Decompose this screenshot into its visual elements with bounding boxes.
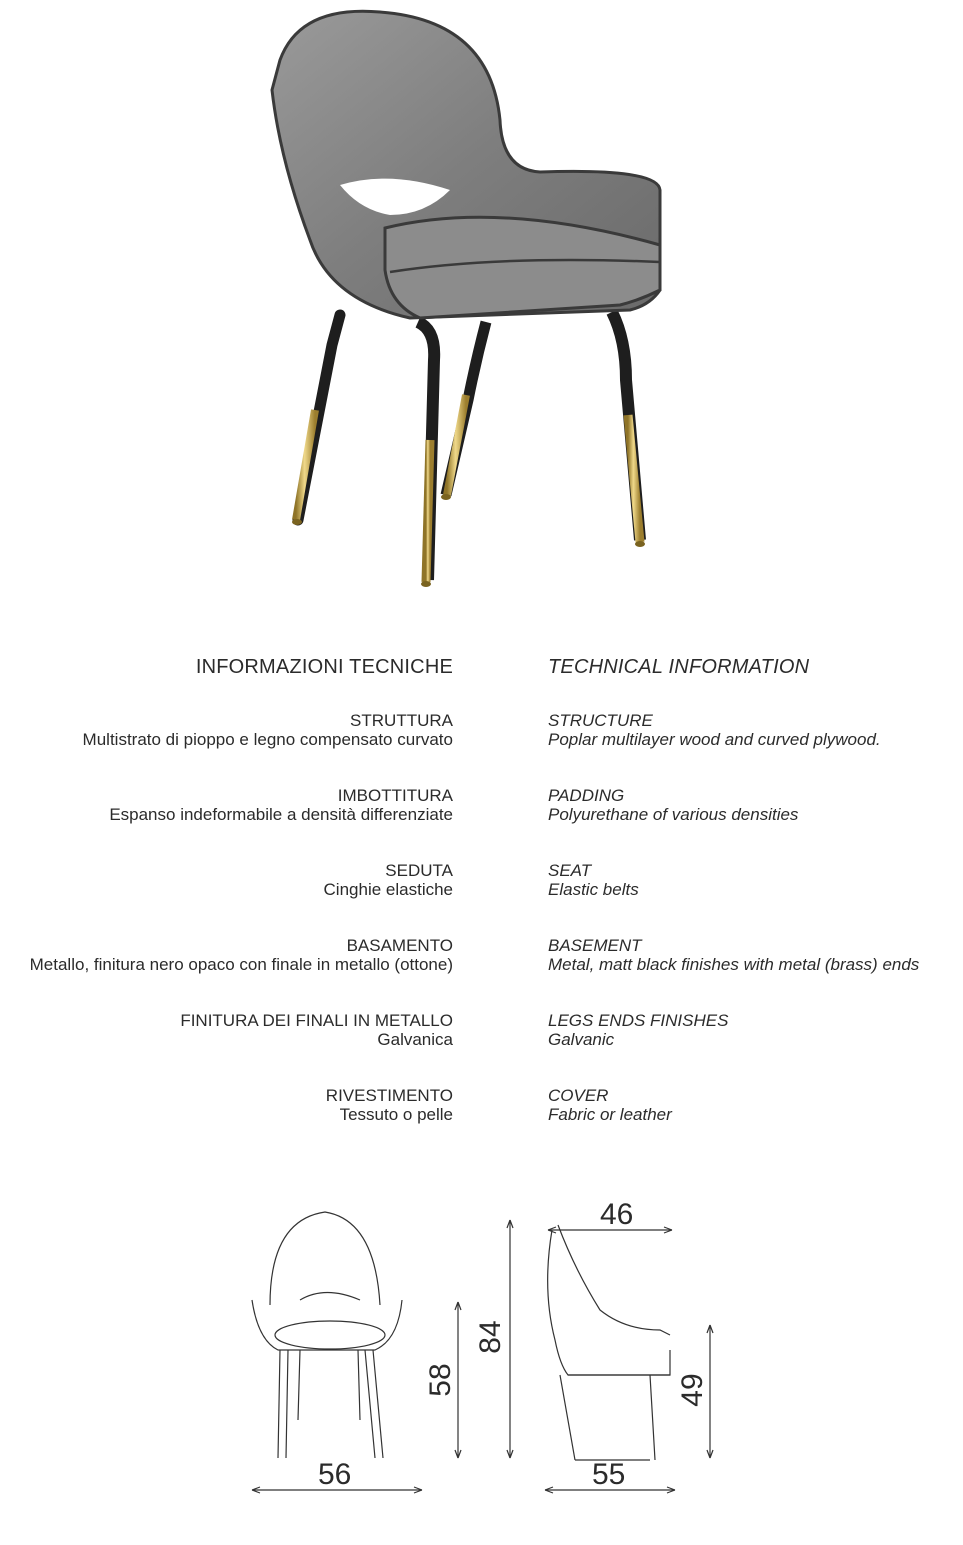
chair-photo xyxy=(240,0,720,620)
spec-it-structure: STRUTTURA Multistrato di pioppo e legno compensato curvato xyxy=(82,711,453,749)
spec-it-legs-ends: FINITURA DEI FINALI IN METALLO Galvanica xyxy=(180,1011,453,1049)
heading-italian: INFORMAZIONI TECNICHE xyxy=(195,656,453,678)
dim-front-seat-height: 58 xyxy=(424,1363,457,1397)
spec-en-padding: PADDING Polyurethane of various densities xyxy=(548,786,799,824)
dimension-lines xyxy=(252,1220,713,1493)
dim-side-base-depth: 55 xyxy=(592,1458,626,1491)
spec-en-legs-ends: LEGS ENDS FINISHES Galvanic xyxy=(548,1011,729,1049)
spec-en-structure: STRUCTURE Poplar multilayer wood and curved plywood. xyxy=(548,711,881,749)
spec-it-basement: BASAMENTO Metallo, finitura nero opaco con finale in metallo (ottone) xyxy=(29,936,453,974)
dimension-drawings xyxy=(230,1190,750,1510)
spec-it-cover: RIVESTIMENTO Tessuto o pelle xyxy=(325,1086,453,1124)
dim-side-seat-height: 49 xyxy=(676,1373,709,1407)
side-view-drawing xyxy=(548,1225,670,1460)
spec-en-cover: COVER Fabric or leather xyxy=(548,1086,672,1124)
heading-english: TECHNICAL INFORMATION xyxy=(548,656,810,678)
spec-en-basement: BASEMENT Metal, matt black finishes with metal (brass) ends xyxy=(548,936,920,974)
dim-side-top-depth: 46 xyxy=(600,1198,634,1231)
dim-front-width: 56 xyxy=(318,1458,352,1491)
chair-legs xyxy=(292,312,645,587)
spec-it-padding: IMBOTTITURA Espanso indeformabile a densità differenziate xyxy=(109,786,453,824)
dim-total-height: 84 xyxy=(474,1320,507,1354)
front-view-drawing xyxy=(252,1212,402,1458)
spec-it-seat: SEDUTA Cinghie elastiche xyxy=(323,861,453,899)
spec-en-seat: SEAT Elastic belts xyxy=(548,861,639,899)
